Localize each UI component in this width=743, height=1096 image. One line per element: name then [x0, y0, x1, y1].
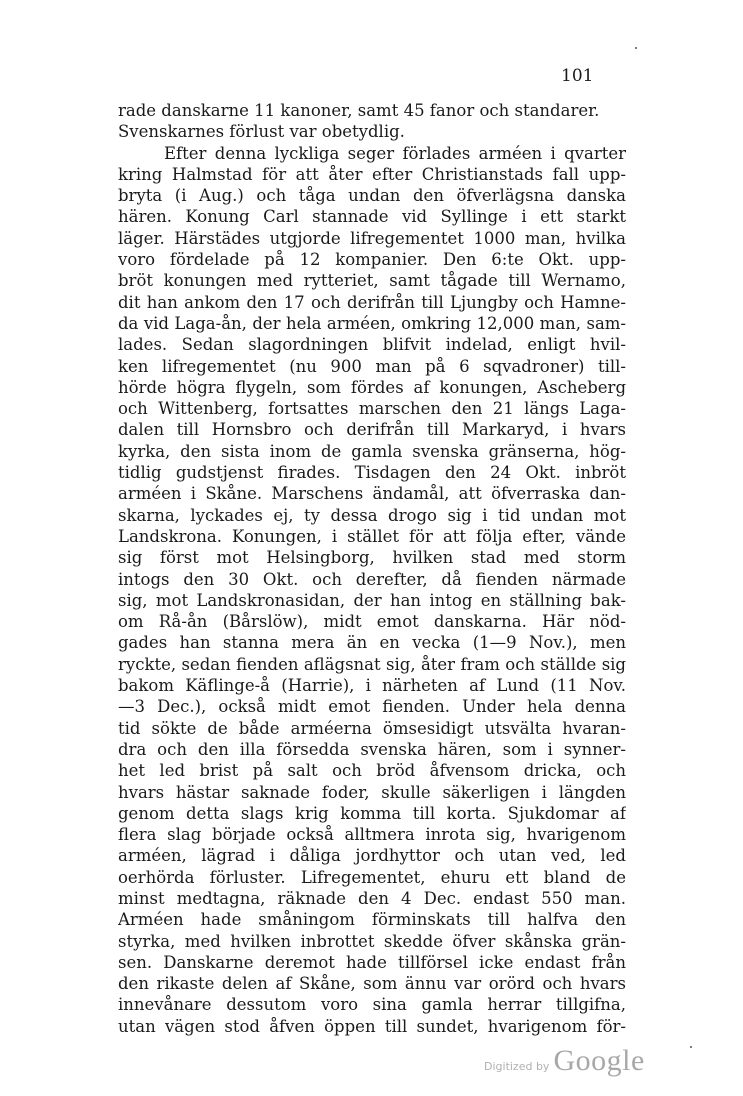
- text-line: Arméen hade småningom förminskats till halfva den: [118, 910, 626, 930]
- text-line: arméen i Skåne. Marschens ändamål, att öfverraska dan-: [118, 484, 626, 504]
- text-line: utan vägen stod åfven öppen till sundet, hvarigenom för-: [118, 1016, 626, 1036]
- scan-speck: [690, 1046, 692, 1048]
- text-line: tid sökte de både arméerna ömsesidigt utsvälta hvaran-: [118, 718, 626, 738]
- text-line: flera slag började också alltmera inrota sig, hvarigenom: [118, 825, 626, 845]
- text-line: ryckte, sedan fienden aflägsnat sig, åter fram och ställde sig: [118, 654, 626, 674]
- text-line: arméen, lägrad i dåliga jordhyttor och utan ved, led: [118, 846, 626, 866]
- text-line: innevånare dessutom voro sina gamla herrar tillgifna,: [118, 995, 626, 1015]
- text-line: skarna, lyckades ej, ty dessa drogo sig i tid undan mot: [118, 505, 626, 525]
- text-line: dit han ankom den 17 och derifrån till Ljungby och Hamne-: [118, 292, 626, 312]
- text-line: minst medtagna, räknade den 4 Dec. endast 550 man.: [118, 888, 626, 908]
- text-line: om Rå-ån (Bårslöw), midt emot danskarna. Här nöd-: [118, 612, 626, 632]
- text-line: dra och den illa försedda svenska hären, som i synner-: [118, 739, 626, 759]
- text-line: da vid Laga-ån, der hela arméen, omkring 12,000 man, sam-: [118, 313, 626, 333]
- scan-speck: [635, 47, 637, 49]
- text-line: kyrka, den sista inom de gamla svenska gränserna, hög-: [118, 441, 626, 461]
- page-number: 101: [561, 66, 594, 86]
- text-line: tidlig gudstjenst firades. Tisdagen den 24 Okt. inbröt: [118, 463, 626, 483]
- text-line: bryta (i Aug.) och tåga undan den öfverlägsna danska: [118, 186, 626, 206]
- text-line: styrka, med hvilken inbrottet skedde öfver skånska grän-: [118, 931, 626, 951]
- text-line: hären. Konung Carl stannade vid Syllinge i ett starkt: [118, 207, 626, 227]
- digitized-watermark: [484, 1044, 645, 1078]
- text-line: bröt konungen med rytteriet, samt tågade till Wernamo,: [118, 271, 626, 291]
- text-line: sen. Danskarne deremot hade tillförsel icke endast från: [118, 952, 626, 972]
- text-line: gades han stanna mera än en vecka (1—9 Nov.), men: [118, 633, 626, 653]
- text-line: läger. Härstädes utgjorde lifregementet 1000 man, hvilka: [118, 228, 626, 248]
- text-line: voro fördelade på 12 kompanier. Den 6:te Okt. upp-: [118, 250, 626, 270]
- text-line: rade danskarne 11 kanoner, samt 45 fanor och standarer.: [118, 101, 600, 120]
- google-logo: Google: [553, 1044, 645, 1077]
- text-line: Efter denna lyckliga seger förlades arméen i qvarter: [164, 143, 626, 163]
- text-line: hörde högra flygeln, som fördes af konungen, Ascheberg: [118, 377, 626, 397]
- text-line: het led brist på salt och bröd åfvensom dricka, och: [118, 761, 626, 781]
- text-line: Svenskarnes förlust var obetydlig.: [118, 122, 405, 142]
- text-line: och Wittenberg, fortsattes marschen den 21 längs Laga-: [118, 399, 626, 419]
- text-line: bakom Käflinge-å (Harrie), i närheten af Lund (11 Nov.: [118, 676, 626, 696]
- text-line: dalen till Hornsbro och derifrån till Markaryd, i hvars: [118, 420, 626, 440]
- text-line: den rikaste delen af Skåne, som ännu var orörd och hvars: [118, 974, 626, 994]
- digitized-by-text: Digitized by: [484, 1060, 550, 1073]
- text-line: kring Halmstad för att åter efter Christianstads fall upp-: [118, 164, 626, 184]
- body-text: [118, 100, 626, 1037]
- text-line: sig först mot Helsingborg, hvilken stad med storm: [118, 548, 626, 568]
- text-line: intogs den 30 Okt. och derefter, då fienden närmade: [118, 569, 626, 589]
- text-line: —3 Dec.), också midt emot fienden. Under hela denna: [118, 697, 626, 717]
- text-line: lades. Sedan slagordningen blifvit indelad, enligt hvil-: [118, 335, 626, 355]
- text-line: genom detta slags krig komma till korta. Sjukdomar af: [118, 803, 626, 823]
- text-line: sig, mot Landskronasidan, der han intog en ställning bak-: [118, 590, 626, 610]
- text-line: Landskrona. Konungen, i stället för att följa efter, vände: [118, 526, 626, 546]
- text-line: ken lifregementet (nu 900 man på 6 sqvadroner) till-: [118, 356, 626, 376]
- text-line: hvars hästar saknade foder, skulle säkerligen i längden: [118, 782, 626, 802]
- text-line: oerhörda förluster. Lifregementet, ehuru ett bland de: [118, 867, 626, 887]
